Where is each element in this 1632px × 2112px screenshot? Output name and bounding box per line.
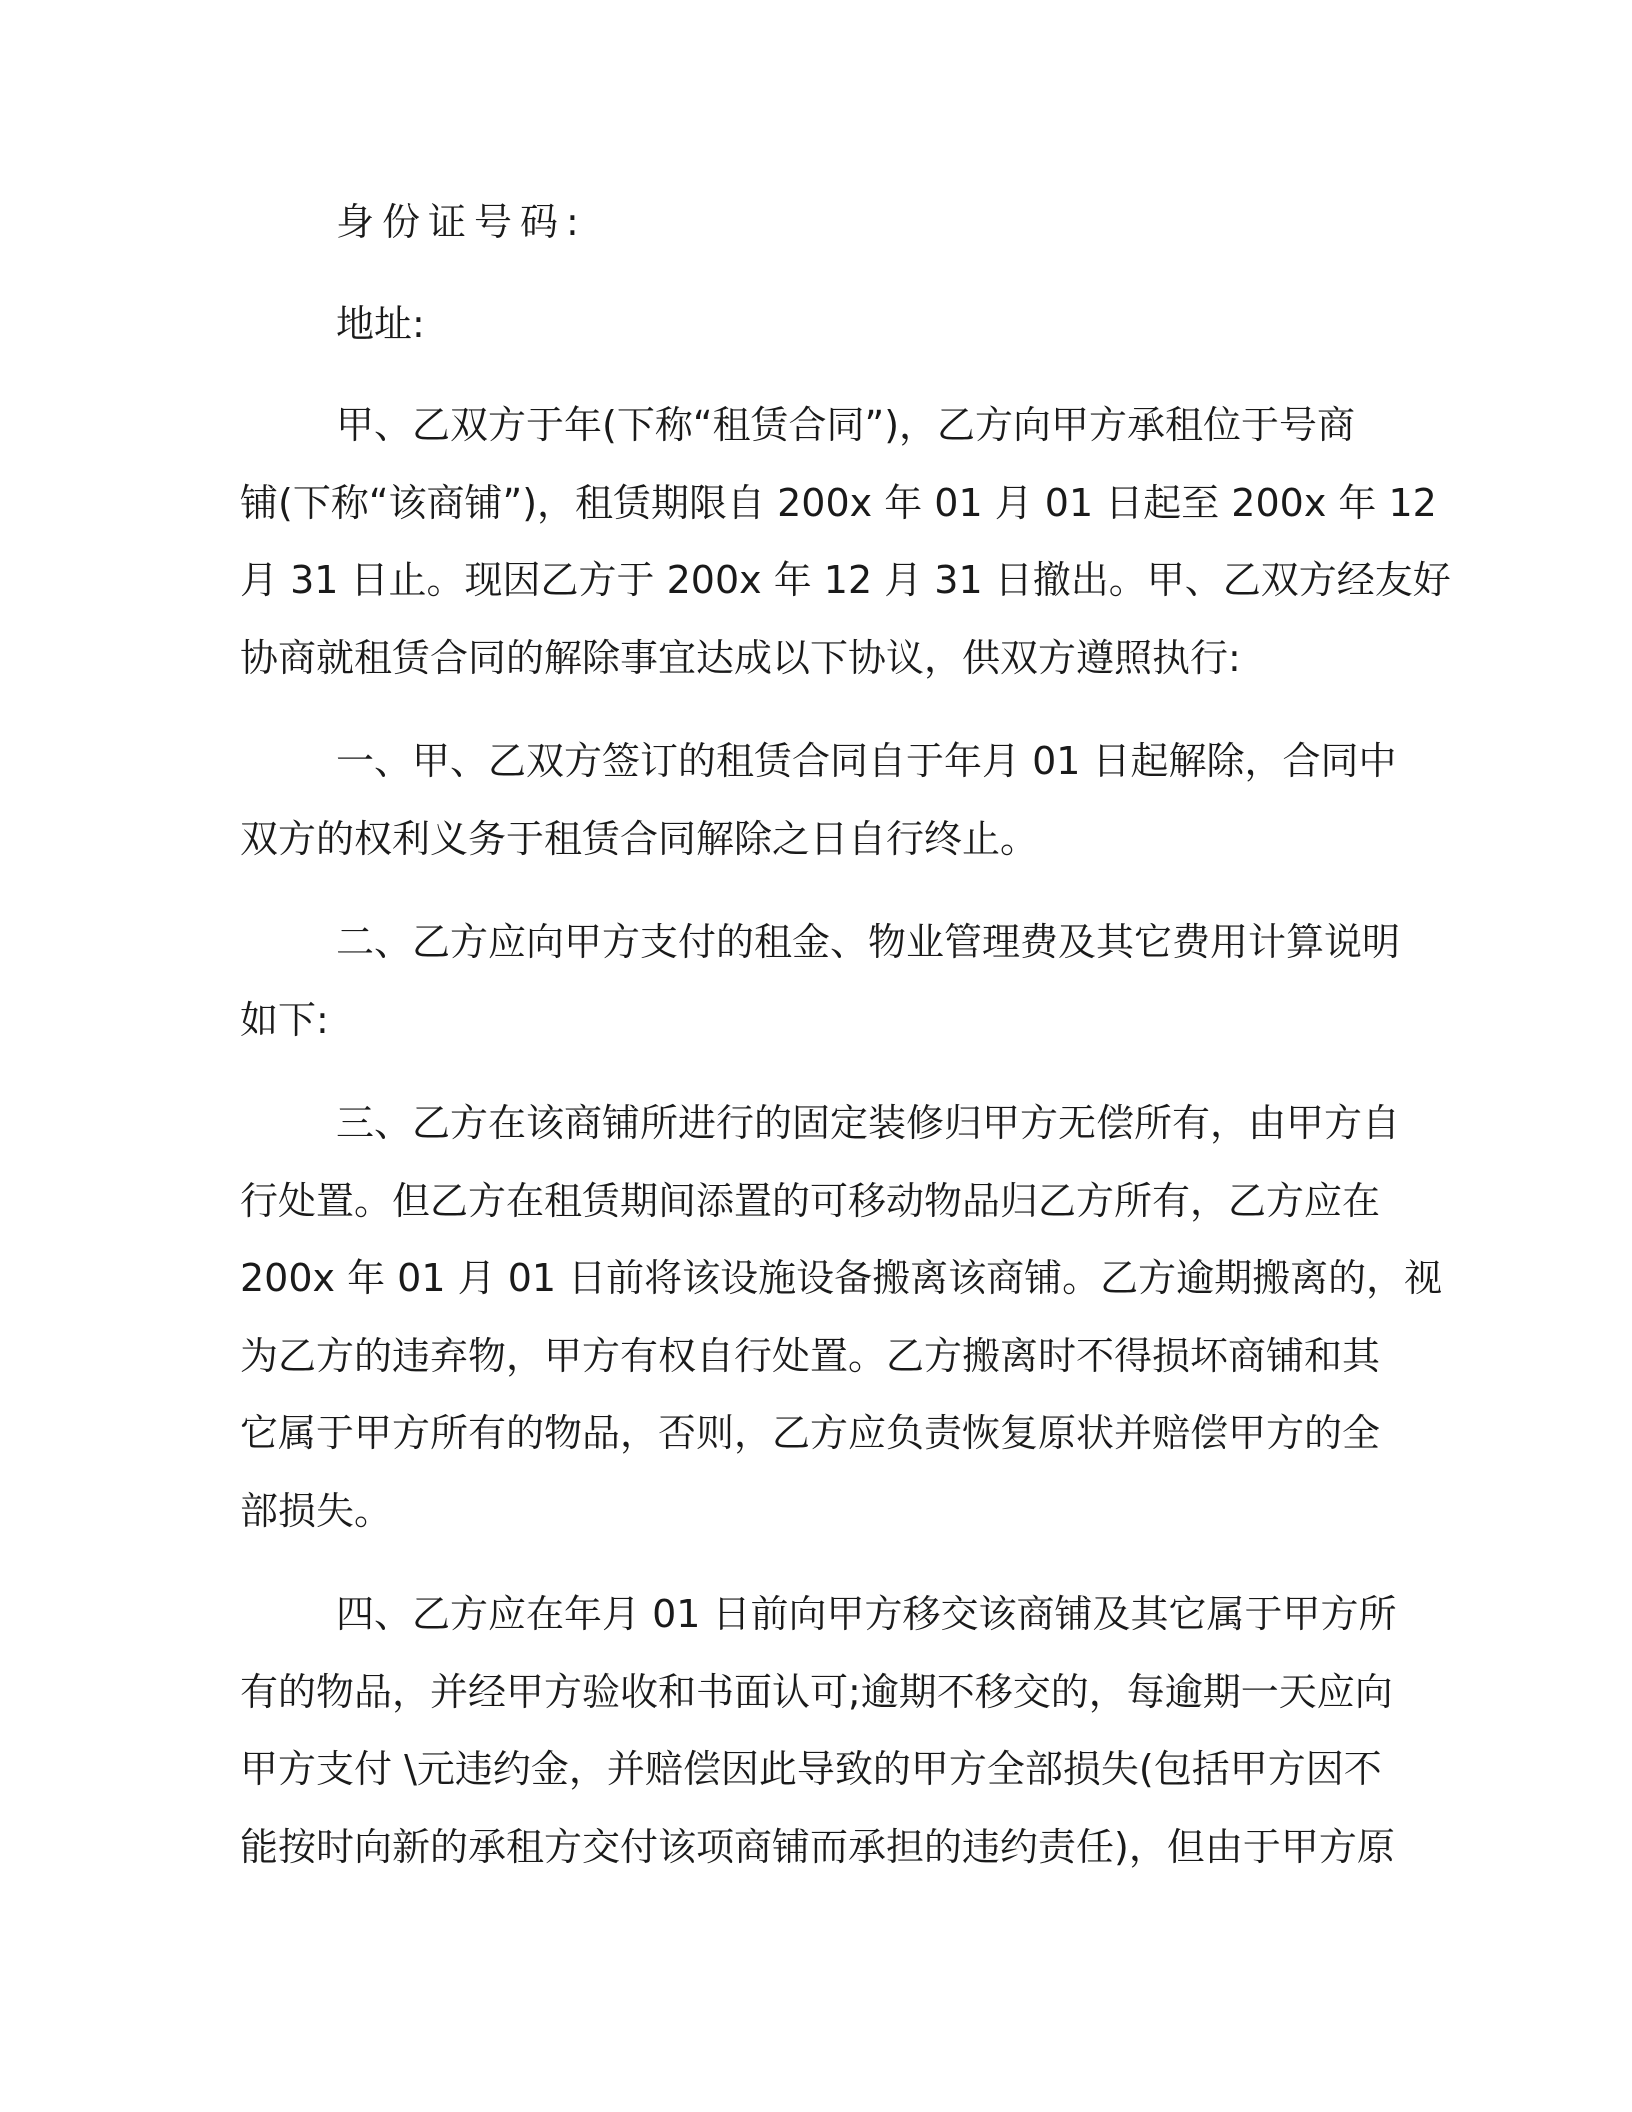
id-number-field: 身份证号码:	[336, 200, 587, 244]
text-line: 甲方支付 \元违约金，并赔偿因此导致的甲方全部损失(包括甲方因不	[240, 1747, 1382, 1791]
text-line: 行处置。但乙方在租赁期间添置的可移动物品归乙方所有，乙方应在	[240, 1178, 1381, 1223]
document-body	[240, 184, 1451, 1912]
text-line: 四、乙方应在年月 01 日前向甲方移交该商铺及其它属于甲方所	[336, 1592, 1397, 1636]
text-line: 部损失。	[240, 1488, 393, 1533]
clause-1-paragraph	[240, 723, 1397, 878]
text-line: 甲、乙双方于年(下称“租赁合同”)，乙方向甲方承租位于号商	[336, 403, 1356, 447]
clause-4-paragraph	[240, 1576, 1397, 1886]
text-line: 为乙方的违弃物，甲方有权自行处置。乙方搬离时不得损坏商铺和其	[240, 1333, 1381, 1378]
text-line: 二、乙方应向甲方支付的租金、物业管理费及其它费用计算说明	[336, 920, 1401, 964]
text-line: 一、甲、乙双方签订的租赁合同自于年月 01 日起解除，合同中	[336, 739, 1397, 783]
text-line: 能按时向新的承租方交付该项商铺而承担的违约责任)，但由于甲方原	[240, 1824, 1395, 1869]
text-line: 三、乙方在该商铺所进行的固定装修归甲方无偿所有，由甲方自	[336, 1101, 1401, 1145]
text-line: 200x 年 01 月 01 日前将该设施设备搬离该商铺。乙方逾期搬离的，视	[240, 1256, 1443, 1300]
clause-2-paragraph	[240, 904, 1401, 1059]
text-line: 有的物品，并经甲方验收和书面认可;逾期不移交的，每逾期一天应向	[240, 1669, 1393, 1714]
text-line: 双方的权利义务于租赁合同解除之日自行终止。	[240, 816, 1039, 861]
text-line: 它属于甲方所有的物品，否则，乙方应负责恢复原状并赔偿甲方的全	[240, 1411, 1381, 1455]
intro-paragraph	[240, 387, 1451, 697]
text-line: 如下:	[240, 997, 329, 1042]
address-field: 地址:	[336, 301, 425, 346]
clause-3-paragraph	[240, 1085, 1443, 1550]
text-line: 铺(下称“该商铺”)，租赁期限自 200x 年 01 月 01 日起至 200x 年 12	[240, 480, 1437, 525]
text-line: 月 31 日止。现因乙方于 200x 年 12 月 31 日撤出。甲、乙双方经友好	[240, 558, 1451, 602]
text-line: 协商就租赁合同的解除事宜达成以下协议，供双方遵照执行:	[240, 635, 1241, 680]
